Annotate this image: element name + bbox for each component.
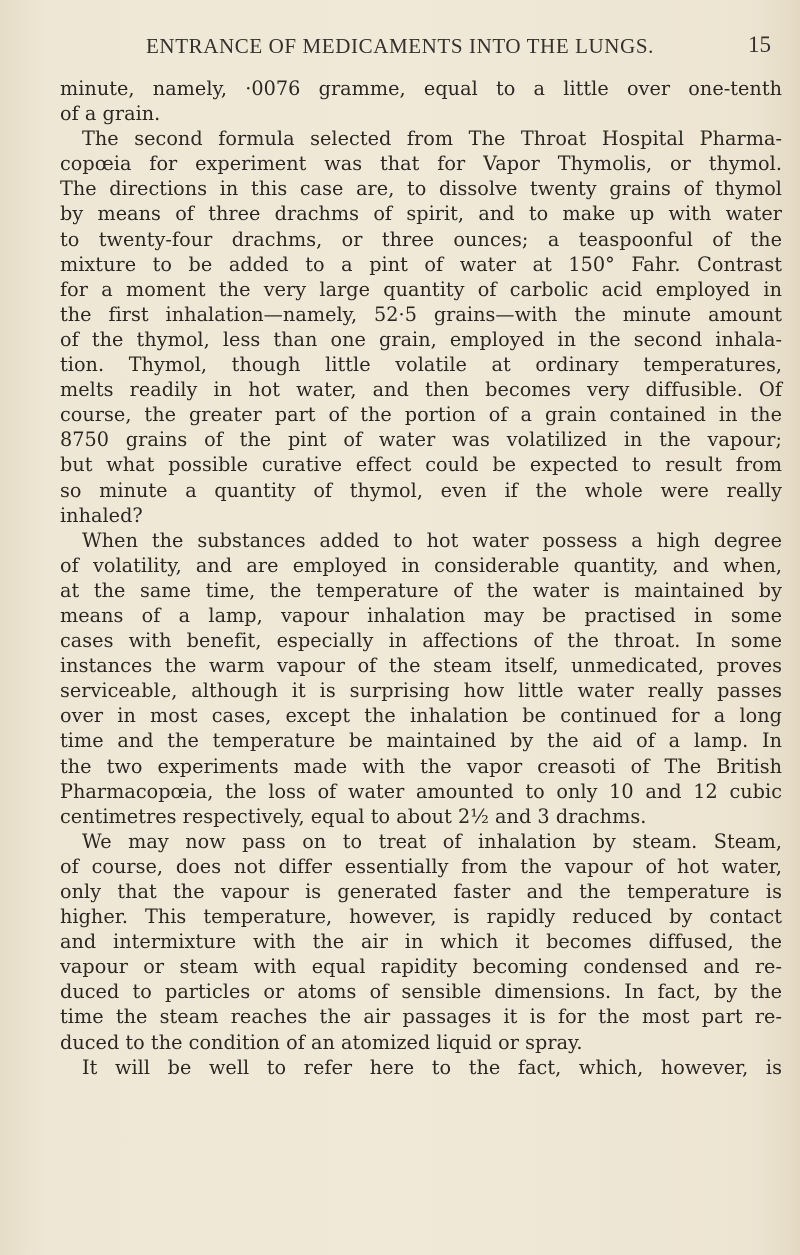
text-line: by means of three drachms of spirit, and to make up with water bbox=[60, 202, 782, 226]
text-line: the first inhalation—namely, 52·5 grains—with the minute amount bbox=[60, 302, 782, 326]
text-line: We may now pass on to treat of inhalation by steam. Steam, bbox=[82, 829, 782, 853]
text-line: only that the vapour is generated faster and the temperature is bbox=[60, 880, 782, 903]
page-number: 15 bbox=[748, 32, 771, 57]
text-line: instances the warm vapour of the steam itself, unmedicated, proves bbox=[60, 654, 782, 678]
text-line: The directions in this case are, to dissolve twenty grains of thymol bbox=[60, 177, 782, 201]
text-line: cases with benefit, especially in affections of the throat. In some bbox=[60, 629, 782, 653]
body-text bbox=[60, 76, 782, 1080]
text-line: course, the greater part of the portion of a grain contained in the bbox=[60, 403, 782, 427]
text-line: copœia for experiment was that for Vapor Thymolis, or thymol. bbox=[60, 152, 782, 176]
text-line: vapour or steam with equal rapidity becoming condensed and re- bbox=[60, 955, 782, 979]
text-line: time and the temperature be maintained by the aid of a lamp. In bbox=[60, 729, 782, 753]
text-line: of a grain. bbox=[60, 102, 161, 126]
text-line: inhaled? bbox=[60, 503, 143, 527]
text-line: at the same time, the temperature of the water is maintained by bbox=[60, 578, 782, 602]
text-line: mixture to be added to a pint of water at 150° Fahr. Contrast bbox=[60, 252, 782, 276]
text-line: It will be well to refer here to the fact, which, however, is bbox=[82, 1055, 782, 1079]
text-line: melts readily in hot water, and then becomes very diffusible. Of bbox=[60, 378, 782, 402]
text-line: so minute a quantity of thymol, even if the whole were really bbox=[60, 478, 782, 502]
text-line: tion. Thymol, though little volatile at ordinary temperatures, bbox=[60, 353, 782, 377]
text-line: of the thymol, less than one grain, employed in the second inhala- bbox=[60, 327, 782, 351]
text-line: Pharmacopœia, the loss of water amounted to only 10 and 12 cubic bbox=[60, 779, 782, 803]
text-line: centimetres respectively, equal to about 2½ and 3 drachms. bbox=[60, 804, 647, 828]
text-line: over in most cases, except the inhalation be continued for a long bbox=[60, 704, 782, 728]
text-line: to twenty-four drachms, or three ounces; a teaspoonful of the bbox=[60, 227, 782, 251]
text-line: The second formula selected from The Throat Hospital Pharma- bbox=[82, 127, 782, 151]
text-line: of course, does not differ essentially from the vapour of hot water, bbox=[60, 854, 782, 878]
text-line: duced to the condition of an atomized liquid or spray. bbox=[60, 1030, 583, 1054]
text-line: minute, namely, ·0076 gramme, equal to a little over one-tenth bbox=[60, 77, 782, 100]
text-line: and intermixture with the air in which it becomes diffused, the bbox=[60, 930, 782, 954]
text-line: serviceable, although it is surprising how little water really passes bbox=[60, 679, 782, 703]
text-line: duced to particles or atoms of sensible dimensions. In fact, by the bbox=[60, 980, 782, 1004]
text-line: time the steam reaches the air passages it is for the most part re- bbox=[60, 1005, 782, 1029]
text-line: When the substances added to hot water possess a high degree bbox=[82, 528, 782, 552]
text-line: means of a lamp, vapour inhalation may be practised in some bbox=[60, 603, 782, 627]
text-line: 8750 grains of the pint of water was volatilized in the vapour; bbox=[60, 428, 782, 452]
page-header bbox=[0, 30, 800, 60]
text-line: but what possible curative effect could be expected to result from bbox=[60, 453, 782, 477]
text-line: higher. This temperature, however, is rapidly reduced by contact bbox=[60, 905, 782, 929]
text-line: of volatility, and are employed in considerable quantity, and when, bbox=[60, 553, 782, 577]
text-line: the two experiments made with the vapor creasoti of The British bbox=[60, 754, 782, 778]
running-head: ENTRANCE OF MEDICAMENTS INTO THE LUNGS. bbox=[146, 34, 654, 58]
text-line: for a moment the very large quantity of carbolic acid employed in bbox=[60, 277, 782, 301]
